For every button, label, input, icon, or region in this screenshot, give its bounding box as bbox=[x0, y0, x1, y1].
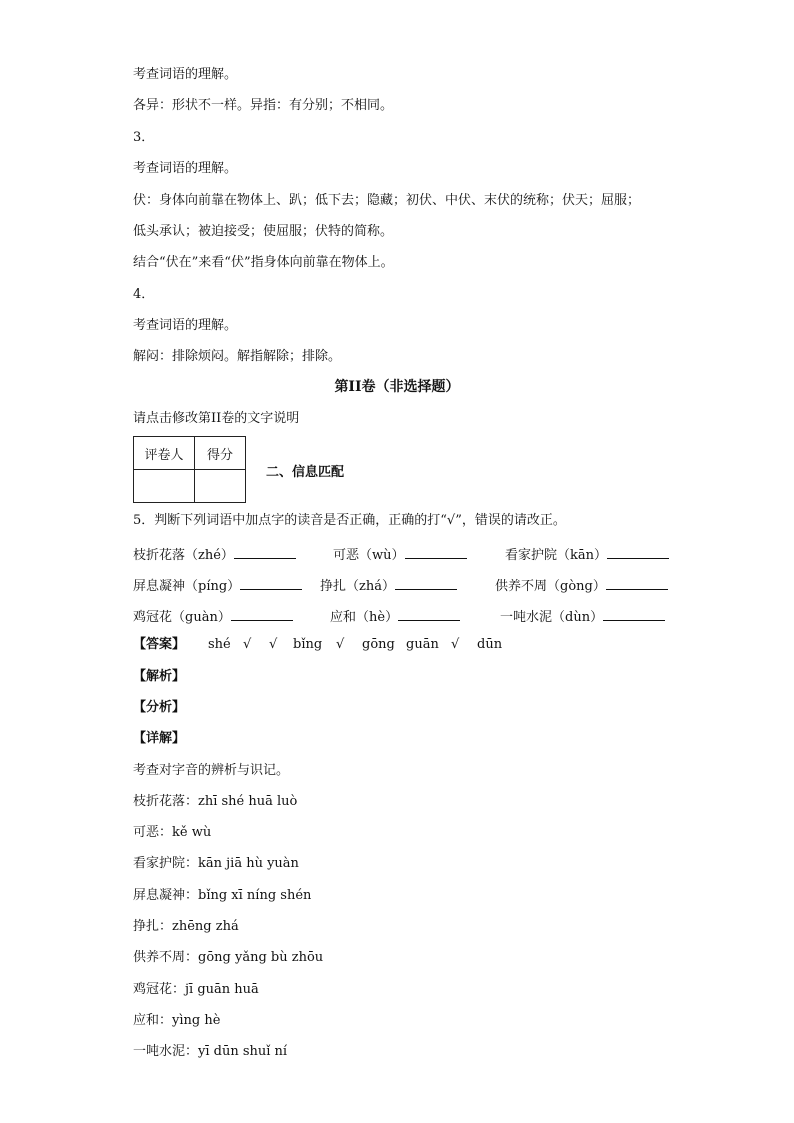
answer-blank bbox=[603, 606, 665, 621]
answer-blank bbox=[240, 575, 302, 590]
item-prompt: 挣扎（zhá） bbox=[320, 575, 457, 596]
volume-title: 第II卷（非选择题） bbox=[334, 379, 460, 395]
question-text: 5．判断下列词语中加点字的读音是否正确，正确的打“√”，错误的请改正。 bbox=[133, 513, 566, 528]
answer-value: √ bbox=[243, 637, 252, 652]
detail-line: 供养不周：gōng yǎng bù zhōu bbox=[133, 950, 324, 965]
answer-blank bbox=[405, 544, 467, 559]
answer-value: bǐng bbox=[293, 637, 323, 652]
text-line: 考查词语的理解。 bbox=[133, 161, 238, 176]
section-title: 二、信息匹配 bbox=[266, 465, 345, 480]
detail-line: 挣扎：zhēng zhá bbox=[133, 919, 239, 934]
answer-blank bbox=[234, 544, 296, 559]
text-line: 结合“伏在”来看“伏”指身体向前靠在物体上。 bbox=[133, 255, 394, 270]
question-number: 3． bbox=[133, 130, 155, 145]
score-table bbox=[133, 436, 246, 503]
item-prompt: 应和（hè） bbox=[330, 606, 460, 627]
answer-blank bbox=[395, 575, 457, 590]
analysis-label: 【详解】 bbox=[133, 731, 186, 746]
item-row bbox=[133, 606, 663, 626]
detail-line: 一吨水泥：yī dūn shuǐ ní bbox=[133, 1044, 288, 1059]
score-table-grader-header: 评卷人 bbox=[134, 437, 195, 470]
item-prompt: 看家护院（kān） bbox=[505, 544, 669, 565]
detail-line: 枝折花落：zhī shé huā luò bbox=[133, 794, 298, 809]
answer-row bbox=[133, 636, 663, 656]
question-number: 4． bbox=[133, 287, 155, 302]
detail-line: 可恶：kě wù bbox=[133, 825, 212, 840]
volume-note[interactable]: 请点击修改第II卷的文字说明 bbox=[133, 411, 300, 426]
detail-line: 考查对字音的辨析与识记。 bbox=[133, 763, 290, 778]
answer-value: guān bbox=[406, 637, 439, 652]
item-row bbox=[133, 544, 663, 564]
answer-value: √ bbox=[336, 637, 345, 652]
answer-label: 【答案】 bbox=[133, 637, 186, 652]
detail-line: 鸡冠花：jī guān huā bbox=[133, 982, 259, 997]
detail-line: 屏息凝神：bǐng xī níng shén bbox=[133, 888, 312, 903]
text-line: 伏：身体向前靠在物体上、趴；低下去；隐藏；初伏、中伏、末伏的统称；伏天；屈服； bbox=[133, 193, 641, 208]
score-table-score-header: 得分 bbox=[195, 437, 246, 470]
detail-line: 看家护院：kān jiā hù yuàn bbox=[133, 856, 299, 871]
answer-blank bbox=[398, 606, 460, 621]
answer-blank bbox=[231, 606, 293, 621]
answer-value: √ bbox=[269, 637, 278, 652]
answer-blank bbox=[606, 575, 668, 590]
score-table-score-cell bbox=[195, 470, 246, 503]
item-prompt: 可恶（wù） bbox=[333, 544, 467, 565]
answer-value: shé bbox=[208, 637, 231, 652]
text-line: 解闷：排除烦闷。解指解除；排除。 bbox=[133, 349, 342, 364]
item-prompt: 供养不周（gòng） bbox=[495, 575, 668, 596]
text-line: 低头承认；被迫接受；使屈服；伏特的简称。 bbox=[133, 224, 394, 239]
text-line: 考查词语的理解。 bbox=[133, 67, 238, 82]
analysis-label: 【解析】 bbox=[133, 669, 186, 684]
item-prompt: 屏息凝神（píng） bbox=[133, 575, 302, 596]
answer-value: dūn bbox=[477, 637, 503, 652]
item-row bbox=[133, 575, 663, 595]
score-table-grader-cell bbox=[134, 470, 195, 503]
analysis-label: 【分析】 bbox=[133, 700, 186, 715]
answer-blank bbox=[607, 544, 669, 559]
text-line: 考查词语的理解。 bbox=[133, 318, 238, 333]
item-prompt: 鸡冠花（guàn） bbox=[133, 606, 293, 627]
item-prompt: 一吨水泥（dùn） bbox=[500, 606, 665, 627]
detail-line: 应和：yìng hè bbox=[133, 1013, 221, 1028]
item-prompt: 枝折花落（zhé） bbox=[133, 544, 296, 565]
answer-value: gōng bbox=[362, 637, 395, 652]
answer-value: √ bbox=[451, 637, 460, 652]
text-line: 各异：形状不一样。异指：有分别；不相同。 bbox=[133, 98, 394, 113]
